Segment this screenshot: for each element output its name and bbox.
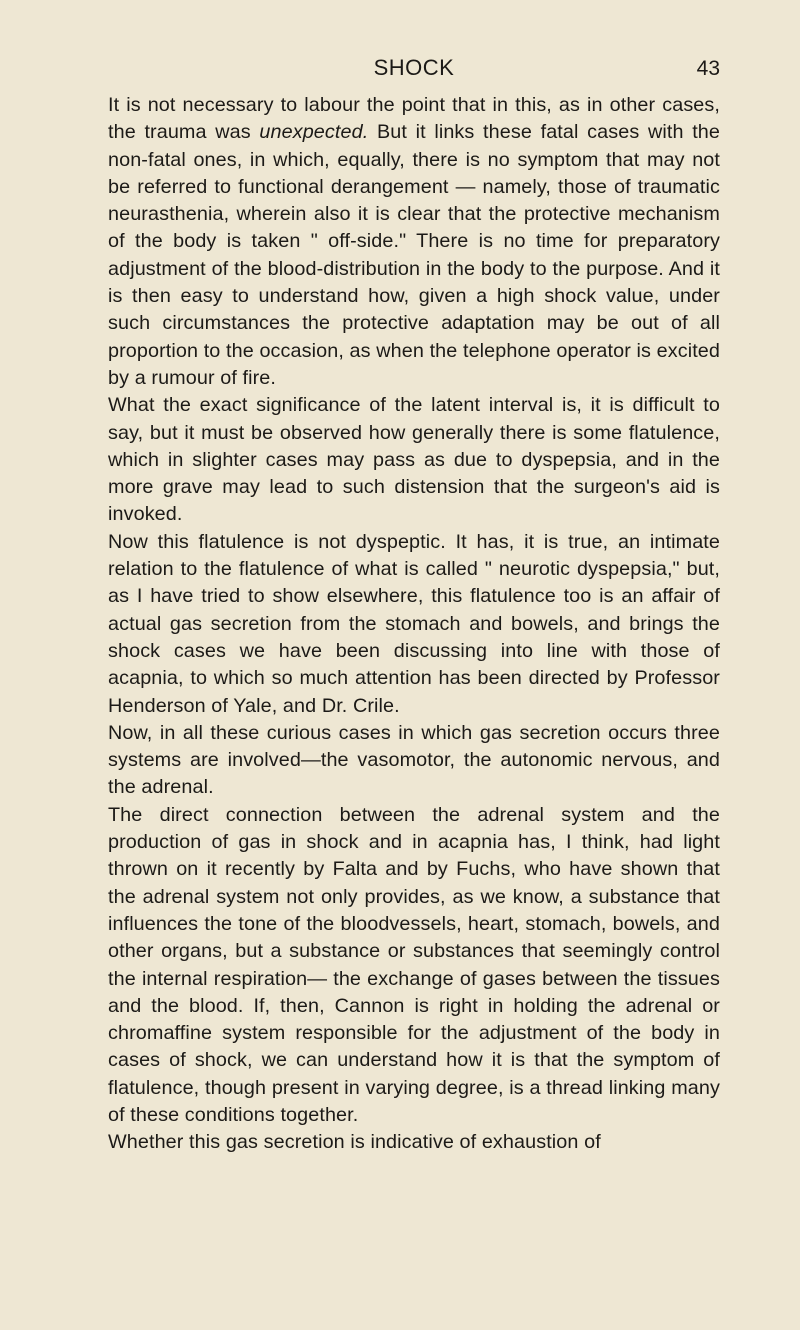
paragraph-6 (108, 1129, 720, 1156)
paragraph-1-emphasis: unexpected. (259, 121, 369, 144)
paragraph-2-text: What the exact significance of the latent interval is, it is difficult to say, but it must be observed how generally there is some flatulence, which in slighter cases may pass as due to dyspepsia, and in the more grave may lead to such distension that the surgeon's aid is invoked. (108, 394, 720, 526)
paragraph-1-text-b: But it links these fatal cases with the non-fatal ones, in which, equally, there is no symptom that may not be referred to functional derangement — namely, those of traumatic neurasthenia, wherein also it is clear that the protective mechanism of the body is taken " off-side." There is no time for preparatory adjustment of the blood-distribution in the body to the purpose. And it is then easy to understand how, given a high shock value, under such circumstances the protective adaptation may be out of all proportion to the occasion, as when the telephone operator is excited by a rumour of fire. (108, 121, 720, 389)
paragraph-4-text: Now, in all these curious cases in which gas secretion occurs three systems are involved—the vasomotor, the autonomic nervous, and the adrenal. (108, 721, 720, 799)
paragraph-5 (108, 802, 720, 1130)
paragraph-1-text-a: It is not necessary to labour the point that in this, as in other cases, the trauma was (108, 94, 720, 144)
paragraph-2 (108, 392, 720, 528)
paragraph-4 (108, 720, 720, 802)
paragraph-3 (108, 529, 720, 720)
paragraph-3-text: Now this flatulence is not dyspeptic. It has, it is true, an intimate relation to the flatulence of what is called " neurotic dyspepsia," but, as I have tried to show elsewhere, this flatulence too is an affair of actual gas secretion from the stomach and bowels, and brings the shock cases we have been discussing into line with those of acapnia, to which so much attention has been directed by Professor Henderson of Yale, and Dr. Crile. (108, 530, 720, 717)
paragraph-5-text: The direct connection between the adrenal system and the production of gas in shock and in acapnia has, I think, had light thrown on it recently by Falta and by Fuchs, who have shown that the adrenal system not only provides, as we know, a substance that influences the tone of the bloodvessels, heart, stomach, bowels, and other organs, but a substance or substances that seemingly control the internal respiration— the exchange of gases between the tissues and the blood. If, then, Cannon is right in holding the adrenal or chromaffine system responsible for the adjustment of the body in cases of shock, we can understand how it is that the symptom of flatulence, though present in varying degree, is a thread linking many of these conditions together. (108, 803, 720, 1126)
running-head (108, 55, 720, 85)
body-text (108, 92, 720, 1157)
page-number: 43 (696, 57, 720, 80)
paragraph-6-text: Whether this gas secretion is indicative of exhaustion of (108, 1131, 601, 1154)
running-title: SHOCK (373, 55, 455, 80)
paragraph-1 (108, 92, 720, 392)
